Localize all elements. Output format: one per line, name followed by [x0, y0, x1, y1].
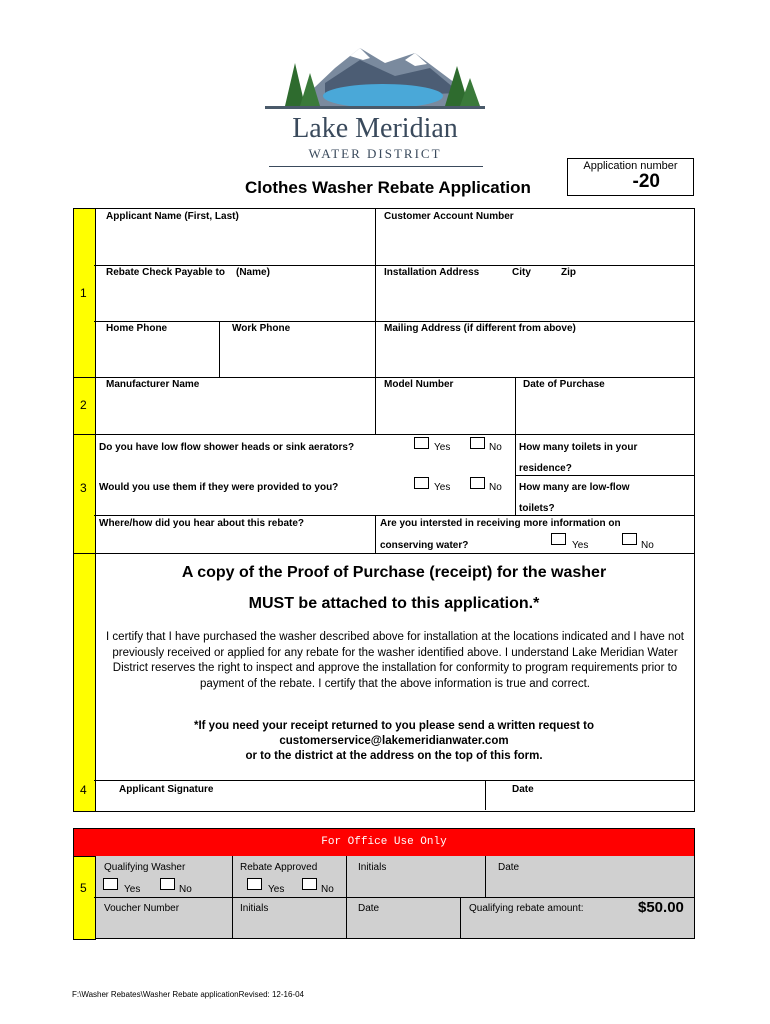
office-header — [73, 828, 695, 858]
home-phone-label: Home Phone — [106, 323, 168, 334]
info-no-label: No — [641, 540, 654, 551]
approved-no-checkbox[interactable] — [302, 878, 317, 890]
qualifying-washer-label: Qualifying Washer — [104, 862, 186, 873]
section-5-number: 5 — [80, 881, 87, 895]
work-phone-label: Work Phone — [232, 323, 291, 334]
qualifying-no-label: No — [179, 884, 192, 895]
qualifying-yes-label: Yes — [124, 884, 141, 895]
hear-question: Where/how did you hear about this rebate? — [99, 518, 305, 529]
signature-label: Applicant Signature — [119, 784, 214, 795]
section-4-bar — [73, 553, 96, 812]
logo — [265, 38, 485, 173]
installation-address-label: Installation Address — [384, 267, 480, 278]
footer-path — [72, 990, 304, 999]
office-date-label-bottom: Date — [358, 903, 380, 914]
low-flow-yes-label: Yes — [434, 442, 451, 453]
certify-text: I certify that I have purchased the washer described above for installation at the locations indicated and I have not previously received or applied for any rebate for the washer identified above. I understand Lake Meridian Water District reserves the right to inspect and approve the installation for conformity to program requirements prior to payment of the rebate. I certify that the above information is true and correct. — [106, 631, 684, 690]
toilets-question-line1: How many toilets in your — [519, 442, 638, 453]
date-purchase-field[interactable] — [517, 392, 693, 432]
home-phone-field[interactable] — [95, 336, 218, 376]
city-label: City — [512, 267, 531, 278]
info-question-line1: Are you intersted in receiving more information on — [380, 518, 621, 529]
office-initials-label-bottom: Initials — [240, 903, 269, 914]
low-flow-question: Do you have low flow shower heads or sink aerators? — [99, 442, 355, 453]
rebate-payable-label: Rebate Check Payable to — [106, 267, 225, 278]
qualifying-no-checkbox[interactable] — [160, 878, 175, 890]
application-number-value: -20 — [632, 171, 660, 192]
office-initials-label-top: Initials — [358, 862, 387, 873]
approved-no-label: No — [321, 884, 334, 895]
rebate-approved-label: Rebate Approved — [240, 862, 318, 873]
customer-account-label: Customer Account Number — [384, 211, 514, 222]
signature-field[interactable] — [220, 782, 482, 809]
use-them-question: Would you use them if they were provided to you? — [99, 482, 339, 493]
date-purchase-label: Date of Purchase — [523, 379, 605, 390]
low-flow-no-label: No — [489, 442, 502, 453]
manufacturer-label: Manufacturer Name — [106, 379, 200, 390]
org-subtitle: WATER DISTRICT — [308, 146, 442, 161]
approved-yes-label: Yes — [268, 884, 285, 895]
qualifying-yes-checkbox[interactable] — [103, 878, 118, 890]
zip-label: Zip — [561, 267, 576, 278]
low-flow-no-checkbox[interactable] — [470, 437, 485, 449]
use-them-yes-label: Yes — [434, 482, 451, 493]
office-date-label-top: Date — [498, 862, 520, 873]
use-them-no-checkbox[interactable] — [470, 477, 485, 489]
qualifying-amount-label: Qualifying rebate amount: — [469, 903, 584, 914]
section-2-number: 2 — [80, 398, 87, 412]
applicant-name-field[interactable] — [95, 224, 374, 264]
rebate-payable-name-label: (Name) — [236, 267, 270, 278]
voucher-number-label: Voucher Number — [104, 903, 180, 914]
org-name: Lake Meridian — [292, 113, 458, 144]
use-them-no-label: No — [489, 482, 502, 493]
office-header-text: For Office Use Only — [321, 836, 447, 848]
low-flow-toilets-line1: How many are low-flow — [519, 482, 630, 493]
info-question-line2: conserving water? — [380, 540, 469, 551]
work-phone-field[interactable] — [221, 336, 374, 376]
section-4-number: 4 — [80, 783, 87, 797]
approved-yes-checkbox[interactable] — [247, 878, 262, 890]
rebate-amount-value: $50.00 — [638, 899, 684, 916]
signature-date-field[interactable] — [540, 782, 692, 809]
rebate-payable-field[interactable] — [95, 280, 374, 320]
info-no-checkbox[interactable] — [622, 533, 637, 545]
signature-date-label: Date — [512, 784, 534, 795]
form-title: Clothes Washer Rebate Application — [245, 178, 531, 197]
receipt-email: customerservice@lakemeridianwater.com — [279, 735, 509, 747]
mailing-address-label: Mailing Address (if different from above) — [384, 323, 576, 334]
manufacturer-field[interactable] — [95, 392, 374, 432]
low-flow-toilets-line2: toilets? — [519, 503, 555, 514]
toilets-question-line2: residence? — [519, 463, 572, 474]
info-yes-checkbox[interactable] — [551, 533, 566, 545]
model-number-field[interactable] — [377, 392, 514, 432]
section-1-number: 1 — [80, 286, 87, 300]
info-yes-label: Yes — [572, 540, 589, 551]
logo-underline — [269, 166, 483, 167]
applicant-name-label: Applicant Name (First, Last) — [106, 211, 239, 222]
customer-account-field[interactable] — [377, 224, 693, 264]
footer-file-path: F:\Washer Rebates\Washer Rebate application — [72, 990, 239, 999]
receipt-line1: *If you need your receipt returned to you please send a written request to — [193, 720, 595, 732]
footer-revised: Revised: 12-16-04 — [238, 990, 304, 999]
receipt-line3: or to the district at the address on the top of this form. — [245, 750, 543, 762]
proof-line1: A copy of the Proof of Purchase (receipt) for the washer — [181, 564, 607, 581]
section-5-bar — [73, 856, 96, 940]
section-3-number: 3 — [80, 481, 87, 495]
application-number-label: Application number — [583, 160, 678, 172]
use-them-yes-checkbox[interactable] — [414, 477, 429, 489]
logo-mountain-lake-icon — [265, 38, 485, 113]
installation-address-field[interactable] — [377, 280, 693, 320]
low-flow-yes-checkbox[interactable] — [414, 437, 429, 449]
proof-line2: MUST be attached to this application.* — [248, 595, 540, 612]
application-number-box — [567, 158, 694, 196]
model-number-label: Model Number — [384, 379, 454, 390]
mailing-address-field[interactable] — [377, 336, 693, 376]
